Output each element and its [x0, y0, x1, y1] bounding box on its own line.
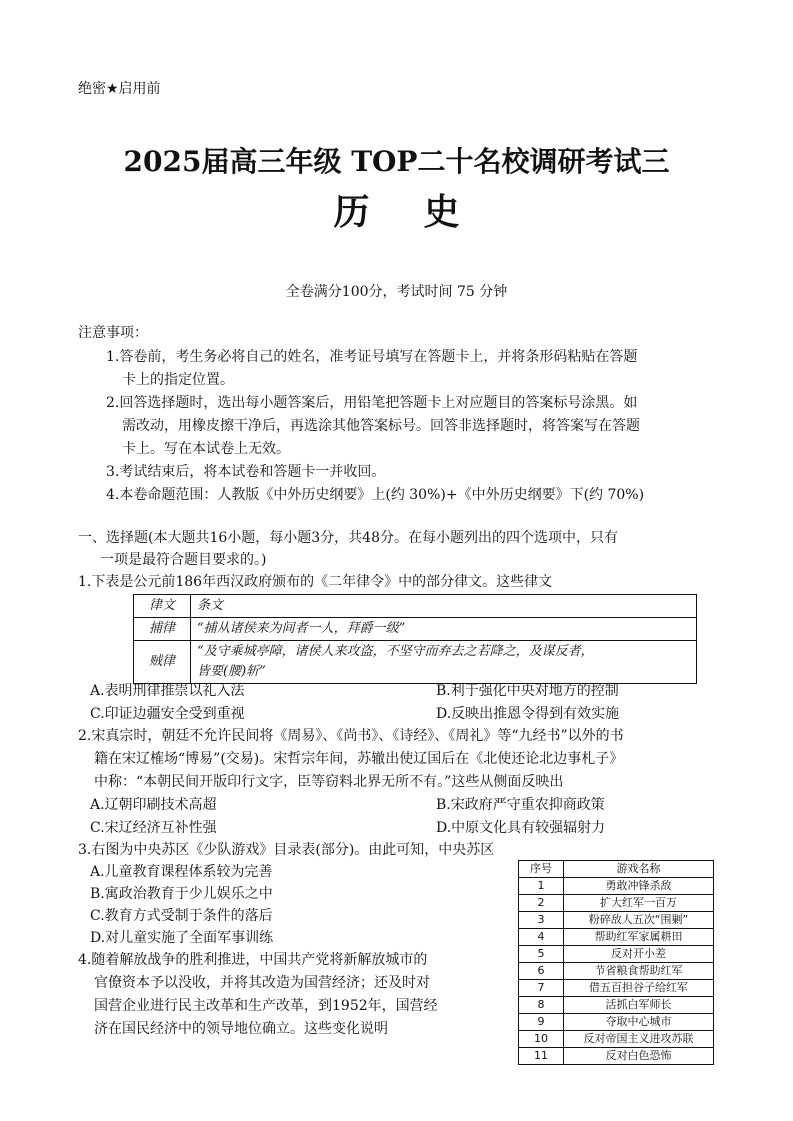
q1-option-c: C.印证边疆安全受到重视	[90, 706, 245, 722]
table-cell: 反对帝国主义进攻苏联	[564, 1031, 714, 1048]
q1-option-d: D.反映出推恩令得到有效实施	[436, 706, 620, 722]
q1-stem: 1.下表是公元前186年西汉政府颁布的《二年律令》中的部分律文。这些律文	[78, 574, 553, 590]
table-cell: 捕律	[134, 618, 191, 641]
table-cell: 2	[519, 895, 564, 912]
table-cell: 1	[519, 878, 564, 895]
table-cell	[191, 641, 697, 684]
section-heading-cont: 一项是最符合题目要求的。)	[100, 552, 267, 568]
q1-option-a: A.表明刑律推崇以礼入法	[90, 683, 245, 699]
table-row	[519, 929, 714, 946]
table-row	[519, 895, 714, 912]
table-cell: 借五百担谷子给红军	[564, 980, 714, 997]
table-row	[519, 980, 714, 997]
table-cell: 10	[519, 1031, 564, 1048]
q3-option-a: A.儿童教育课程体系较为完善	[90, 864, 273, 880]
table-cell: 11	[519, 1048, 564, 1065]
table-cell: 勇敢冲锋杀敌	[564, 878, 714, 895]
q3-option-d: D.对儿童实施了全面军事训练	[90, 930, 274, 946]
table-cell: 3	[519, 912, 564, 929]
notice-line: 4.本卷命题范围：人教版《中外历史纲要》上(约 30%)+《中外历史纲要》下(约 70%)	[106, 487, 645, 503]
table-cell: 条文	[191, 595, 697, 618]
q1-option-b: B.利于强化中央对地方的控制	[436, 683, 619, 699]
confidential-tag: 绝密★启用前	[78, 81, 161, 97]
subject-char-2: 史	[423, 191, 460, 233]
notice-line: 需改动，用橡皮擦干净后，再选涂其他答案标号。回答非选择题时，将答案写在答题	[122, 418, 640, 434]
table-cell: 节省粮食帮助红军	[564, 963, 714, 980]
q3-option-c: C.教育方式受制于条件的落后	[90, 908, 273, 924]
table-cell: 律文	[134, 595, 191, 618]
table-cell: 7	[519, 980, 564, 997]
table-cell: 扩大红军一百万	[564, 895, 714, 912]
q4-stem-line: 官僚资本予以没收，并将其改造为国营经济；还及时对	[94, 975, 430, 991]
q3-stem: 3.右图为中央苏区《少队游戏》目录表(部分)。由此可知，中央苏区	[78, 842, 495, 858]
subject-char-1: 历	[333, 191, 370, 233]
table-row	[519, 1048, 714, 1065]
cell-line: 皆要(腰)斩”	[197, 664, 266, 679]
table-row	[134, 641, 697, 684]
table-cell: 粉碎敌人五次“围剿”	[564, 912, 714, 929]
table-row	[134, 618, 697, 641]
table-cell: “捕从诸侯来为间者一人，拜爵一级”	[191, 618, 697, 641]
table-cell: 贼律	[134, 641, 191, 684]
q2-option-b: B.宋政府严守重农抑商政策	[436, 797, 605, 813]
table-header-row	[519, 861, 714, 878]
table-cell: 帮助红军家属耕田	[564, 929, 714, 946]
table-row	[519, 1014, 714, 1031]
table-cell: 9	[519, 1014, 564, 1031]
score-time-line: 全卷满分100分，考试时间 75 分钟	[285, 284, 508, 300]
cell-line: “及守乘城亭障，诸侯人来攻盗，不坚守而弃去之若降之，及谋反者，	[197, 644, 594, 659]
q2-stem-line: 2.宋真宗时，朝廷不允许民间将《周易》、《尚书》、《诗经》、《周礼》等“九经书”以外的书	[78, 728, 624, 744]
q2-stem-line: 中称：“本朝民间开版印行文字，臣等窃料北界无所不有。”这些从侧面反映出	[94, 774, 564, 790]
table-row	[519, 878, 714, 895]
notice-line: 卡上。写在本试卷上无效。	[122, 441, 290, 457]
notice-line: 卡上的指定位置。	[122, 372, 234, 388]
table-row	[519, 963, 714, 980]
table-row	[519, 946, 714, 963]
table-cell: 夺取中心城市	[564, 1014, 714, 1031]
table-cell: 8	[519, 997, 564, 1014]
table-header-row	[134, 595, 697, 618]
q1-law-table	[133, 594, 697, 684]
notice-title: 注意事项：	[78, 325, 148, 341]
q2-stem-line: 籍在宋辽榷场“博易”(交易)。宋哲宗年间，苏辙出使辽国后在《北使还论北边事札子》	[94, 751, 624, 767]
notice-line: 2.回答选择题时，选出每小题答案后，用铅笔把答题卡上对应题目的答案标号涂黑。如	[106, 395, 638, 411]
q4-stem-line: 国营企业进行民主改革和生产改革，到1952年，国营经	[94, 998, 438, 1014]
table-cell: 游戏名称	[564, 861, 714, 878]
table-cell: 5	[519, 946, 564, 963]
table-row	[519, 1031, 714, 1048]
table-row	[519, 912, 714, 929]
q4-stem-line: 4.随着解放战争的胜利推进，中国共产党将新解放城市的	[78, 952, 428, 968]
notice-line: 1.答卷前，考生务必将自己的姓名，准考证号填写在答题卡上，并将条形码粘贴在答题	[106, 349, 638, 365]
table-cell: 6	[519, 963, 564, 980]
q2-option-d: D.中原文化具有较强辐射力	[436, 820, 606, 836]
table-cell: 4	[519, 929, 564, 946]
subject-title	[0, 190, 793, 234]
table-cell: 活抓白军师长	[564, 997, 714, 1014]
q4-stem-line: 济在国民经济中的领导地位确立。这些变化说明	[94, 1021, 388, 1037]
q3-option-b: B.寓政治教育于少儿娱乐之中	[90, 886, 273, 902]
table-cell: 反对开小差	[564, 946, 714, 963]
q2-option-c: C.宋辽经济互补性强	[90, 820, 217, 836]
q2-option-a: A.辽朝印刷技术高超	[90, 797, 217, 813]
table-cell: 序号	[519, 861, 564, 878]
exam-title: 2025届高三年级 TOP二十名校调研考试三	[123, 145, 670, 178]
q3-game-table	[518, 860, 714, 1065]
section-heading: 一、选择题(本大题共16小题，每小题3分，共48分。在每小题列出的四个选项中，只有	[78, 530, 618, 546]
table-cell: 反对白色恐怖	[564, 1048, 714, 1065]
table-row	[519, 997, 714, 1014]
notice-line: 3.考试结束后，将本试卷和答题卡一并收回。	[106, 464, 386, 480]
